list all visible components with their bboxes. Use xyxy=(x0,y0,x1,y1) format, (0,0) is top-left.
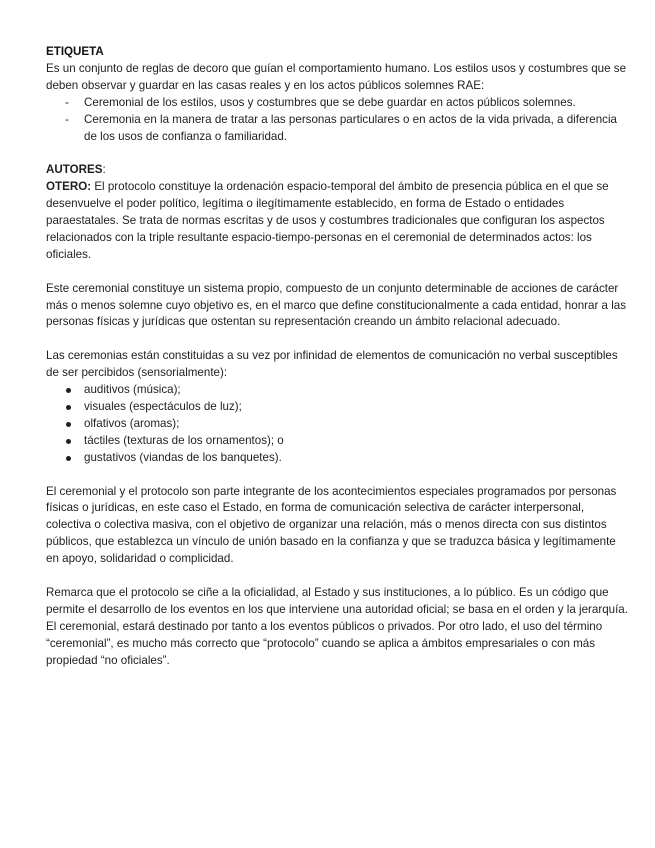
etiqueta-heading: ETIQUETA xyxy=(46,45,104,58)
otero-paragraph xyxy=(46,179,628,264)
senses-bullet-list xyxy=(46,382,628,467)
paragraph-ceremonies: Las ceremonias están constituidas a su vez por infinidad de elementos de comunicación no verbal susceptibles de ser percibidos (sensorialmente): xyxy=(46,349,618,380)
list-item: táctiles (texturas de los ornamentos); o xyxy=(46,433,628,450)
autores-heading-colon: : xyxy=(102,163,106,177)
etiqueta-dash-list xyxy=(46,95,628,146)
list-item: olfativos (aromas); xyxy=(46,416,628,433)
autores-heading-line xyxy=(46,162,628,179)
list-item: visuales (espectáculos de luz); xyxy=(46,399,628,416)
list-item: auditivos (música); xyxy=(46,382,628,399)
document-page xyxy=(46,44,628,669)
etiqueta-definition: Es un conjunto de reglas de decoro que guían el comportamiento humano. Los estilos usos y costumbres que se deben observar y guardar en las casas reales y en los actos públicos solemnes RAE: xyxy=(46,61,627,92)
paragraph-remarca: Remarca que el protocolo se ciñe a la oficialidad, al Estado y sus instituciones, a lo público. Es un código que permite el desarrollo de los eventos en los que interviene una autoridad oficial; se basa en el orden y la jerarquía. El ceremonial, estará destinado por tanto a los eventos públicos o privados. Por otro lado, el uso del término “ceremonial”, es mucho más correcto que “protocolo” cuando se aplica a ámbitos empresariales o con más propiedad “no oficiales”. xyxy=(46,585,628,667)
otero-label: OTERO: xyxy=(46,180,92,194)
list-item: gustativos (viandas de los banquetes). xyxy=(46,450,628,467)
list-item: - Ceremonial de los estilos, usos y costumbres que se debe guardar en actos públicos solemnes. xyxy=(46,95,628,112)
list-item: - Ceremonia en la manera de tratar a las personas particulares o en actos de la vida privada, a diferencia de los usos de confianza o familiaridad. xyxy=(46,112,628,146)
autores-heading: AUTORES xyxy=(46,163,103,177)
paragraph-ceremonial-system: Este ceremonial constituye un sistema propio, compuesto de un conjunto determinable de acciones de carácter más o menos solemne cuyo objetivo es, en el marco que define constitucionalmente a cada entidad, honrar a las personas físicas y jurídicas que ostentan su representación creando un ámbito relacional adecuado. xyxy=(46,281,627,329)
otero-text: El protocolo constituye la ordenación espacio-temporal del ámbito de presencia pública en el que se desenvuelve el poder político, legítima o ilegítimamente establecido, en forma de Estado o entidades paraestatales. Se trata de normas escritas y de usos y costumbres tradicionales que configuran los aspectos relacionados con la triple resultante espacio-tiempo-personas en el ceremonial de determinados actos: los oficiales. xyxy=(46,180,609,261)
paragraph-ceremonial-protocol: El ceremonial y el protocolo son parte integrante de los acontecimientos especiales programados por personas físicas o jurídicas, en este caso el Estado, en forma de comunicación selectiva de carácter interpersonal, colectiva o colectiva masiva, con el objetivo de organizar una relación, más o menos directa con sus distintos públicos, que establezca un vínculo de unión basado en la confianza y que se traduzca básica y legítimamente en apoyo, solidaridad o complicidad. xyxy=(46,484,617,566)
